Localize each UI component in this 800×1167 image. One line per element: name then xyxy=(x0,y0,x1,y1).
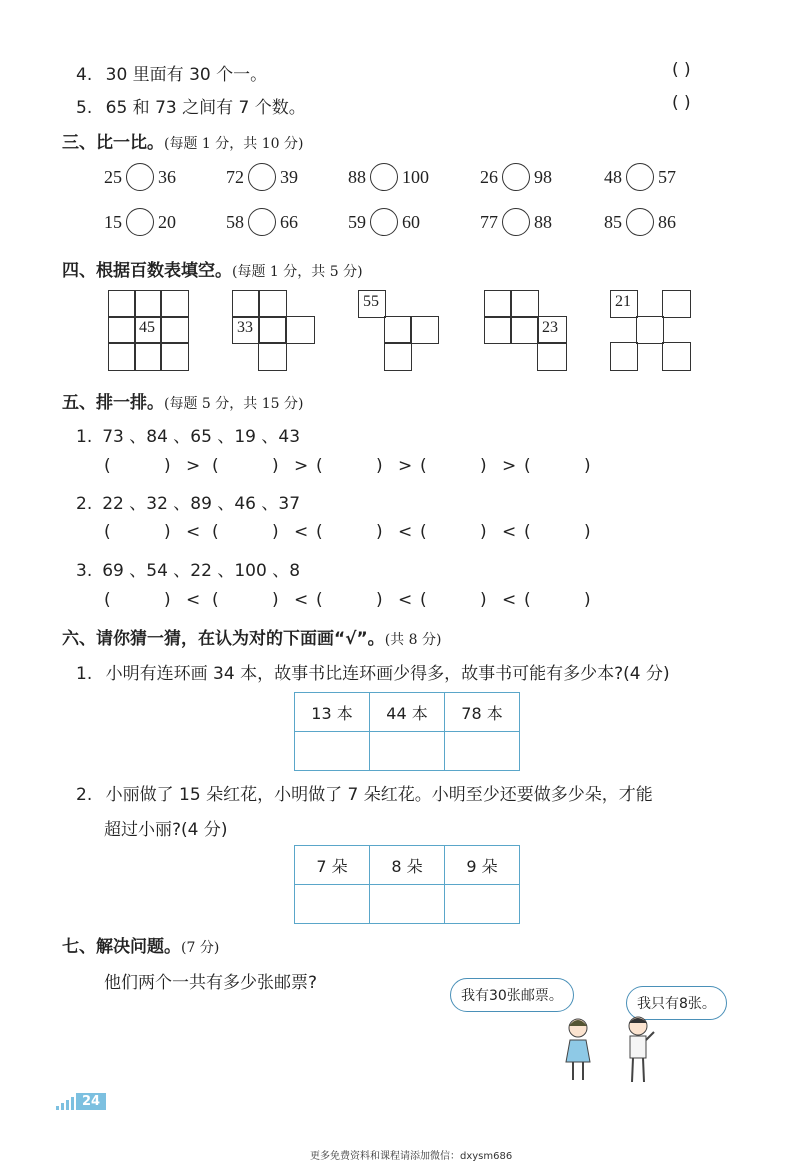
compare-answer-circle[interactable] xyxy=(502,208,530,236)
section-guess-title: 六、请你猜一猜，在认为对的下面画“√”。(共 8 分) xyxy=(62,629,442,649)
grid-cell[interactable] xyxy=(108,316,136,344)
compare-pair xyxy=(348,208,420,236)
compare-right-number: 100 xyxy=(402,166,429,187)
option-cell: 13 本 xyxy=(295,693,370,732)
page-number-badge xyxy=(56,1093,106,1110)
order-answer-slot[interactable] xyxy=(224,456,264,476)
grid-cell[interactable] xyxy=(410,316,439,344)
number-list: 22 、32 、89 、46 、37 xyxy=(102,494,301,514)
compare-answer-circle[interactable] xyxy=(126,163,154,191)
order-answer-slot[interactable] xyxy=(116,522,156,542)
compare-left-number: 15 xyxy=(104,211,122,232)
compare-left-number: 48 xyxy=(604,166,622,187)
grid-cell-given: 33 xyxy=(232,316,260,344)
section-note: (共 8 分) xyxy=(384,632,442,648)
paren-open: ( xyxy=(212,590,219,610)
compare-right-number: 98 xyxy=(534,166,552,187)
compare-answer-circle[interactable] xyxy=(626,208,654,236)
guess-question-2-line2: 超过小丽?(4 分) xyxy=(104,820,228,840)
footer-note: 更多免费资料和课程请添加微信：dxysm686 xyxy=(310,1151,513,1162)
compare-right-number: 20 xyxy=(158,211,176,232)
compare-sign: < xyxy=(502,590,517,610)
grid-cell[interactable] xyxy=(232,290,260,318)
compare-answer-circle[interactable] xyxy=(248,208,276,236)
section-note: (每题 5 分，共 15 分) xyxy=(164,396,304,412)
section-note: (每题 1 分，共 5 分) xyxy=(232,264,363,280)
paren-open: ( xyxy=(104,522,111,542)
item-number: 1. xyxy=(76,664,93,684)
compare-pair xyxy=(604,163,676,191)
order-answer-slot[interactable] xyxy=(536,590,576,610)
order-answer-slot[interactable] xyxy=(536,456,576,476)
grid-cell[interactable] xyxy=(134,342,162,371)
paren-open: ( xyxy=(524,456,531,476)
order-item xyxy=(76,489,300,514)
compare-pair xyxy=(104,208,176,236)
paren-close: ) xyxy=(376,456,383,476)
item-number: 3. xyxy=(76,561,93,581)
compare-sign: < xyxy=(502,522,517,542)
compare-sign: > xyxy=(398,456,413,476)
compare-sign: < xyxy=(294,590,309,610)
item-text: 30 里面有 30 个一。 xyxy=(105,65,268,85)
compare-answer-circle[interactable] xyxy=(370,208,398,236)
grid-cell[interactable] xyxy=(108,342,136,371)
compare-answer-circle[interactable] xyxy=(370,163,398,191)
paren-open: ( xyxy=(420,456,427,476)
order-answer-slot[interactable] xyxy=(116,456,156,476)
grid-cell[interactable] xyxy=(610,342,638,371)
compare-left-number: 58 xyxy=(226,211,244,232)
paren-open: ( xyxy=(524,590,531,610)
compare-sign: < xyxy=(186,522,201,542)
bar-decoration-icon xyxy=(56,1097,74,1110)
speech-bubble-boy: 我只有8张。 xyxy=(626,986,727,1020)
grid-cell[interactable] xyxy=(258,342,287,371)
number-list: 69 、54 、22 、100 、8 xyxy=(102,561,301,581)
compare-right-number: 60 xyxy=(402,211,420,232)
section-hundred-title: 四、根据百数表填空。(每题 1 分，共 5 分) xyxy=(62,261,363,281)
item-text: 小丽做了 15 朵红花，小明做了 7 朵红花。小明至少还要做多少朵，才能 xyxy=(105,785,653,805)
grid-cell[interactable] xyxy=(662,342,691,371)
grid-cell[interactable] xyxy=(662,290,691,318)
compare-pair xyxy=(480,208,552,236)
option-cell: 9 朵 xyxy=(445,846,520,885)
section-order-title: 五、排一排。(每题 5 分，共 15 分) xyxy=(62,393,304,413)
item-number: 5. xyxy=(76,98,93,118)
children-illustration xyxy=(540,1010,680,1090)
grid-cell[interactable] xyxy=(160,316,189,344)
order-answer-slot[interactable] xyxy=(328,522,368,542)
answer-cell[interactable] xyxy=(295,885,370,924)
compare-pair xyxy=(480,163,552,191)
item-text: 65 和 73 之间有 7 个数。 xyxy=(105,98,306,118)
paren-close: ) xyxy=(584,590,591,610)
compare-right-number: 36 xyxy=(158,166,176,187)
grid-cell[interactable] xyxy=(384,342,412,371)
answer-cell[interactable] xyxy=(370,732,445,771)
grid-cell-given: 45 xyxy=(134,316,162,344)
paren-open: ( xyxy=(420,590,427,610)
judge-item-4 xyxy=(76,60,267,85)
speech-bubble-girl: 我有30张邮票。 xyxy=(450,978,574,1012)
order-answer-slot[interactable] xyxy=(432,590,472,610)
grid-cell-given: 21 xyxy=(610,290,638,318)
grid-cell[interactable] xyxy=(484,290,512,318)
paren-open: ( xyxy=(420,522,427,542)
grid-cell[interactable] xyxy=(160,290,189,318)
order-answer-slot[interactable] xyxy=(224,522,264,542)
order-answer-slot[interactable] xyxy=(224,590,264,610)
judge-item-5 xyxy=(76,93,306,118)
paren-close: ) xyxy=(272,522,279,542)
compare-right-number: 57 xyxy=(658,166,676,187)
option-cell: 78 本 xyxy=(445,693,520,732)
section-compare-title: 三、比一比。(每题 1 分，共 10 分) xyxy=(62,133,304,153)
paren-close: ) xyxy=(480,590,487,610)
grid-cell[interactable] xyxy=(258,290,287,318)
compare-sign: > xyxy=(294,456,309,476)
paren-close: ) xyxy=(480,456,487,476)
answer-cell[interactable] xyxy=(295,732,370,771)
grid-cell[interactable] xyxy=(484,316,512,344)
compare-answer-circle[interactable] xyxy=(248,163,276,191)
compare-sign: < xyxy=(294,522,309,542)
compare-pair xyxy=(226,163,298,191)
paren-open: ( xyxy=(316,522,323,542)
guess-question-1 xyxy=(76,659,670,684)
order-answer-slot[interactable] xyxy=(432,522,472,542)
answer-cell[interactable] xyxy=(445,885,520,924)
grid-cell[interactable] xyxy=(134,290,162,318)
paren-open: ( xyxy=(316,456,323,476)
choice-table-2 xyxy=(294,845,520,924)
paren-close: ) xyxy=(272,590,279,610)
compare-sign: > xyxy=(186,456,201,476)
compare-sign: > xyxy=(502,456,517,476)
grid-cell[interactable] xyxy=(160,342,189,371)
paren-close: ) xyxy=(584,522,591,542)
compare-left-number: 59 xyxy=(348,211,366,232)
number-list: 73 、84 、65 、19 、43 xyxy=(102,427,301,447)
boy-figure xyxy=(629,1017,654,1082)
compare-right-number: 86 xyxy=(658,211,676,232)
compare-pair xyxy=(104,163,176,191)
solve-question: 他们两个一共有多少张邮票? xyxy=(104,973,318,993)
item-text: 小明有连环画 34 本，故事书比连环画少得多，故事书可能有多少本?(4 分) xyxy=(105,664,670,684)
compare-answer-circle[interactable] xyxy=(626,163,654,191)
answer-paren-5[interactable]: ( ) xyxy=(672,93,691,113)
option-cell: 44 本 xyxy=(370,693,445,732)
grid-cell[interactable] xyxy=(285,316,315,344)
section-note: (7 分) xyxy=(181,940,220,956)
page-number: 24 xyxy=(76,1093,106,1110)
paren-open: ( xyxy=(316,590,323,610)
order-answer-slot[interactable] xyxy=(432,456,472,476)
paren-open: ( xyxy=(104,590,111,610)
order-answer-slot[interactable] xyxy=(328,456,368,476)
compare-pair xyxy=(226,208,298,236)
paren-open: ( xyxy=(104,456,111,476)
item-number: 4. xyxy=(76,65,93,85)
grid-cell-given: 55 xyxy=(358,290,386,318)
compare-right-number: 88 xyxy=(534,211,552,232)
paren-close: ) xyxy=(376,590,383,610)
section-note: (每题 1 分，共 10 分) xyxy=(164,136,304,152)
paren-open: ( xyxy=(212,456,219,476)
girl-figure xyxy=(566,1019,590,1080)
answer-cell[interactable] xyxy=(370,885,445,924)
compare-pair xyxy=(604,208,676,236)
choice-table-1 xyxy=(294,692,520,771)
section-solve-title: 七、解决问题。(7 分) xyxy=(62,937,220,957)
grid-cell[interactable] xyxy=(537,342,567,371)
grid-cell[interactable] xyxy=(510,290,539,318)
paren-close: ) xyxy=(164,456,171,476)
option-cell: 7 朵 xyxy=(295,846,370,885)
answer-cell[interactable] xyxy=(445,732,520,771)
compare-answer-circle[interactable] xyxy=(502,163,530,191)
grid-cell[interactable] xyxy=(108,290,136,318)
paren-close: ) xyxy=(584,456,591,476)
compare-left-number: 26 xyxy=(480,166,498,187)
compare-left-number: 88 xyxy=(348,166,366,187)
compare-answer-circle[interactable] xyxy=(126,208,154,236)
order-item xyxy=(76,422,300,447)
paren-close: ) xyxy=(376,522,383,542)
paren-open: ( xyxy=(524,522,531,542)
paren-close: ) xyxy=(164,590,171,610)
compare-left-number: 77 xyxy=(480,211,498,232)
grid-cell[interactable] xyxy=(258,316,287,344)
compare-left-number: 85 xyxy=(604,211,622,232)
item-number: 2. xyxy=(76,785,93,805)
compare-sign: < xyxy=(398,522,413,542)
option-cell: 8 朵 xyxy=(370,846,445,885)
answer-paren-4[interactable]: ( ) xyxy=(672,60,691,80)
order-answer-slot[interactable] xyxy=(328,590,368,610)
guess-question-2 xyxy=(76,780,653,805)
order-answer-slot[interactable] xyxy=(116,590,156,610)
order-answer-slot[interactable] xyxy=(536,522,576,542)
compare-left-number: 25 xyxy=(104,166,122,187)
paren-close: ) xyxy=(164,522,171,542)
grid-cell-given: 23 xyxy=(537,316,567,344)
item-number: 1. xyxy=(76,427,93,447)
grid-cell[interactable] xyxy=(384,316,412,344)
grid-cell[interactable] xyxy=(510,316,539,344)
compare-sign: < xyxy=(186,590,201,610)
compare-right-number: 39 xyxy=(280,166,298,187)
item-number: 2. xyxy=(76,494,93,514)
paren-close: ) xyxy=(272,456,279,476)
compare-sign: < xyxy=(398,590,413,610)
paren-open: ( xyxy=(212,522,219,542)
compare-left-number: 72 xyxy=(226,166,244,187)
paren-close: ) xyxy=(480,522,487,542)
grid-cell[interactable] xyxy=(636,316,664,344)
compare-right-number: 66 xyxy=(280,211,298,232)
compare-pair xyxy=(348,163,429,191)
order-item xyxy=(76,556,300,581)
